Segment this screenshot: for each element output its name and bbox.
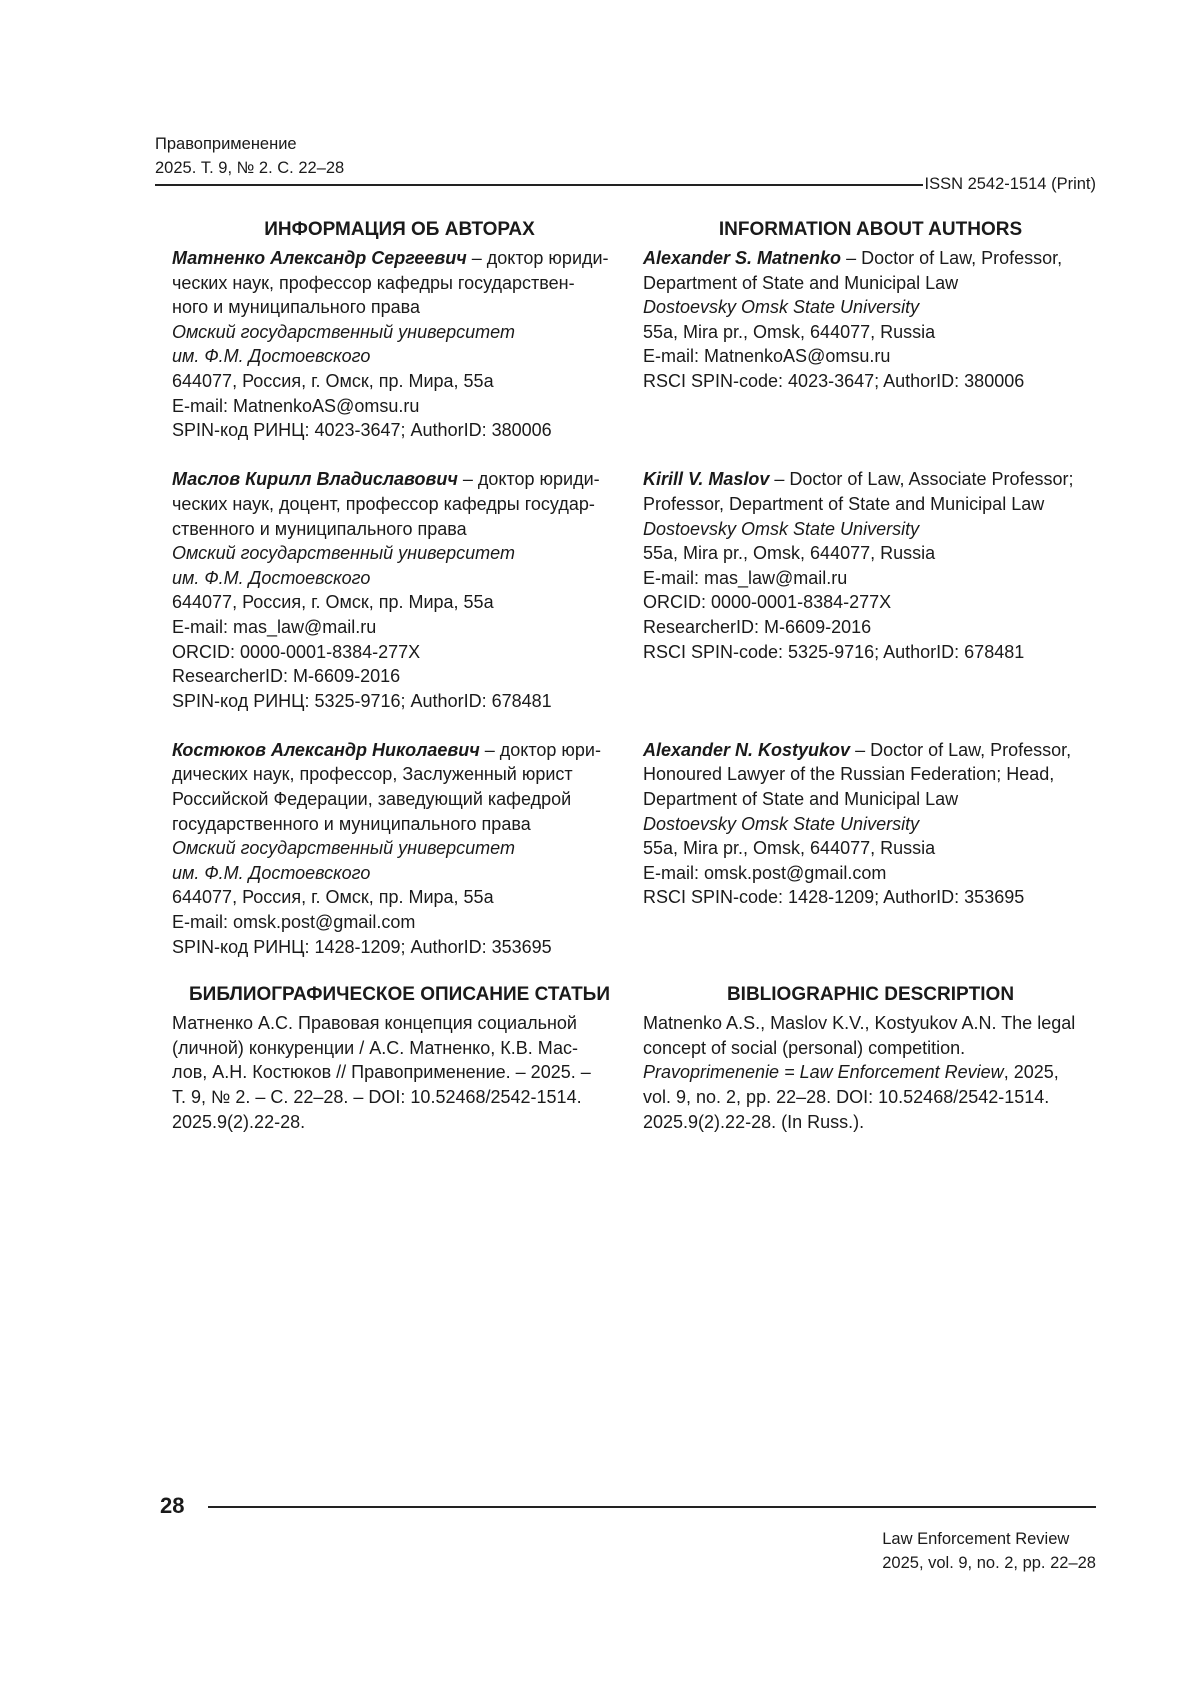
bib-line: Матненко А.С. Правовая концепция социальной — [172, 1013, 577, 1034]
author-address: 55a, Mira pr., Omsk, 644077, Russia — [643, 321, 936, 342]
running-footer — [882, 1527, 1096, 1575]
author-position-line: Department of State and Municipal Law — [643, 789, 959, 810]
author-researcherid: ResearcherID: M-6609-2016 — [643, 616, 872, 637]
bib-line: 2025.9(2).22-28. (In Russ.). — [643, 1111, 865, 1132]
author-position-line: Honoured Lawyer of the Russian Federation; Head, — [643, 764, 1055, 785]
bib-line: Pravoprimenenie = Law Enforcement Review, 2025, — [643, 1062, 1059, 1083]
author-name: Матненко Александр Сергеевич — [172, 248, 467, 268]
author-position-line: Российской Федерации, заведующий кафедрой — [172, 789, 572, 810]
author-position-line: ческих наук, профессор кафедры государствен- — [172, 272, 575, 293]
bib-heading-ru: БИБЛИОГРАФИЧЕСКОЕ ОПИСАНИЕ СТАТЬИ — [189, 984, 610, 1006]
bib-line: vol. 9, no. 2, pp. 22–28. DOI: 10.52468/2542-1514. — [643, 1087, 1050, 1107]
author-spin: SPIN-код РИНЦ: 5325-9716; AuthorID: 678481 — [172, 690, 552, 711]
bib-journal-title: Pravoprimenenie = Law Enforcement Review — [643, 1062, 1004, 1083]
author-block-ru — [172, 467, 627, 713]
spacer — [643, 418, 1098, 443]
author-spin: SPIN-код РИНЦ: 4023-3647; AuthorID: 380006 — [172, 420, 552, 441]
author-researcherid: ResearcherID: M-6609-2016 — [172, 666, 401, 687]
author-block-en — [643, 467, 1098, 713]
author-spin: RSCI SPIN-code: 4023-3647; AuthorID: 380006 — [643, 370, 1025, 391]
author-intro-line: Костюков Александр Николаевич – доктор юри- — [172, 739, 601, 760]
author-block-ru — [172, 246, 627, 443]
author-email: E-mail: omsk.post@gmail.com — [172, 912, 416, 933]
author-position-line: Department of State and Municipal Law — [643, 272, 959, 293]
author-intro-line: Матненко Александр Сергеевич – доктор юриди- — [172, 248, 609, 268]
page-number: 28 — [160, 1493, 185, 1518]
author-orcid: ORCID: 0000-0001-8384-277X — [643, 592, 892, 613]
author-email: E-mail: omsk.post@gmail.com — [643, 862, 887, 883]
author-spin: SPIN-код РИНЦ: 1428-1209; AuthorID: 353695 — [172, 936, 552, 957]
author-block-en — [643, 246, 1098, 443]
journal-title-en: Law Enforcement Review — [882, 1530, 1070, 1548]
author-affiliation: им. Ф.М. Достоевского — [172, 346, 371, 367]
author-position-line: государственного и муниципального права — [172, 813, 531, 834]
issn: ISSN 2542-1514 (Print) — [924, 175, 1096, 193]
author-email: E-mail: mas_law@mail.ru — [172, 616, 377, 637]
author-spin: RSCI SPIN-code: 5325-9716; AuthorID: 678481 — [643, 641, 1025, 662]
bib-line: concept of social (personal) competition. — [643, 1037, 966, 1058]
author-block-ru — [172, 738, 627, 959]
author-position-line: ческих наук, доцент, профессор кафедры государ- — [172, 493, 595, 514]
author-affiliation: Dostoevsky Omsk State University — [643, 297, 920, 318]
author-name: Kirill V. Maslov — [643, 469, 770, 490]
spacer — [643, 664, 1098, 689]
header-rule — [155, 184, 923, 186]
author-position-line: Professor, Department of State and Municipal Law — [643, 493, 1045, 514]
bib-description-en — [643, 1011, 1098, 1134]
footer-rule — [208, 1506, 1096, 1508]
author-address: 644077, Россия, г. Омск, пр. Мира, 55а — [172, 370, 494, 391]
bib-line: (личной) конкуренции / А.С. Матненко, К.В. Мас- — [172, 1037, 578, 1058]
bib-heading-en: BIBLIOGRAPHIC DESCRIPTION — [726, 984, 1015, 1006]
bib-line: лов, А.Н. Костюков // Правоприменение. – 2025. – — [172, 1062, 591, 1083]
author-affiliation: Омский государственный университет — [172, 838, 515, 859]
author-affiliation: им. Ф.М. Достоевского — [172, 862, 371, 883]
author-affiliation: Омский государственный университет — [172, 321, 515, 342]
bib-line: 2025.9(2).22-28. — [172, 1111, 306, 1132]
column-russian — [172, 218, 627, 1134]
authors-heading-en: INFORMATION ABOUT AUTHORS — [718, 219, 1023, 240]
author-name: Костюков Александр Николаевич — [172, 739, 480, 760]
issue-info-ru: 2025. Т. 9, № 2. С. 22–28 — [155, 159, 345, 177]
issue-info-en: 2025, vol. 9, no. 2, pp. 22–28 — [882, 1554, 1096, 1572]
author-intro-line: Kirill V. Maslov – Doctor of Law, Associate Professor; — [643, 469, 1074, 490]
author-intro-line: Alexander S. Matnenko – Doctor of Law, Professor, — [643, 248, 1063, 268]
author-block-en — [643, 738, 1098, 959]
author-name: Маслов Кирилл Владиславович — [172, 469, 458, 490]
author-affiliation: Омский государственный университет — [172, 543, 515, 564]
author-address: 644077, Россия, г. Омск, пр. Мира, 55а — [172, 887, 494, 908]
journal-title-ru: Правоприменение — [155, 135, 297, 153]
bib-line: Т. 9, № 2. – С. 22–28. – DOI: 10.52468/2542-1514. — [172, 1087, 582, 1107]
spacer — [643, 689, 1098, 714]
author-address: 55a, Mira pr., Omsk, 644077, Russia — [643, 543, 936, 564]
author-position-line: дических наук, профессор, Заслуженный юрист — [172, 764, 573, 785]
bib-line: Matnenko A.S., Maslov K.V., Kostyukov A.N. The legal — [643, 1013, 1076, 1034]
author-address: 644077, Россия, г. Омск, пр. Мира, 55а — [172, 592, 494, 613]
spacer — [643, 935, 1098, 960]
author-spin: RSCI SPIN-code: 1428-1209; AuthorID: 353695 — [643, 887, 1025, 908]
author-affiliation: Dostoevsky Omsk State University — [643, 813, 920, 834]
author-position-line: ственного и муниципального права — [172, 518, 467, 539]
author-name: Alexander N. Kostyukov — [643, 739, 851, 760]
author-affiliation: Dostoevsky Omsk State University — [643, 518, 920, 539]
author-name: Alexander S. Matnenko — [643, 248, 842, 268]
author-affiliation: им. Ф.М. Достоевского — [172, 567, 371, 588]
author-position-line: ного и муниципального права — [172, 297, 421, 318]
running-header — [155, 132, 344, 180]
authors-heading-ru: ИНФОРМАЦИЯ ОБ АВТОРАХ — [264, 219, 535, 240]
spacer — [643, 910, 1098, 935]
author-address: 55a, Mira pr., Omsk, 644077, Russia — [643, 838, 936, 859]
bib-description-ru — [172, 1011, 627, 1134]
author-email: E-mail: MatnenkoAS@omsu.ru — [172, 395, 420, 416]
column-english — [643, 218, 1098, 1134]
spacer — [643, 394, 1098, 419]
author-intro-line: Alexander N. Kostyukov – Doctor of Law, Professor, — [643, 739, 1072, 760]
author-orcid: ORCID: 0000-0001-8384-277X — [172, 641, 421, 662]
author-intro-line: Маслов Кирилл Владиславович – доктор юриди- — [172, 469, 600, 490]
author-email: E-mail: MatnenkoAS@omsu.ru — [643, 346, 891, 367]
author-email: E-mail: mas_law@mail.ru — [643, 567, 848, 588]
